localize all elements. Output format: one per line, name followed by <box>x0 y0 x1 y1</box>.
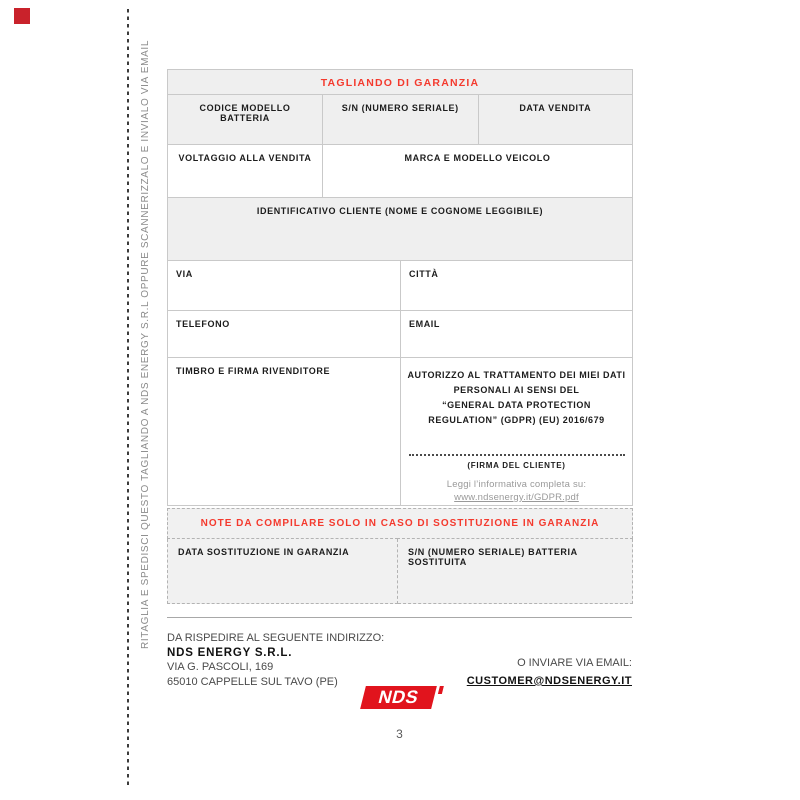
email-label: O INVIARE VIA EMAIL: <box>517 657 632 669</box>
form-title: TAGLIANDO DI GARANZIA <box>168 70 633 95</box>
gdpr-line-2: PERSONALI AI SENSI DEL <box>453 385 580 395</box>
replacement-note-title: NOTE DA COMPILARE SOLO IN CASO DI SOSTITUZIONE IN GARANZIA <box>168 509 633 539</box>
cut-dashed-line <box>127 9 129 788</box>
send-to-label: DA RISPEDIRE AL SEGUENTE INDIRIZZO: <box>167 632 385 644</box>
signature-label: (FIRMA DEL CLIENTE) <box>467 461 566 470</box>
gdpr-line-4: REGULATION” (GDPR) (EU) 2016/679 <box>428 415 605 425</box>
company-name: NDS ENERGY S.R.L. <box>167 646 293 659</box>
mailing-address-block <box>167 631 384 689</box>
field-voltaggio-vendita: VOLTAGGIO ALLA VENDITA <box>168 145 323 198</box>
signature-dotted-line <box>409 454 625 456</box>
gdpr-line-3: “GENERAL DATA PROTECTION <box>442 400 591 410</box>
address-city: 65010 CAPPELLE SUL TAVO (PE) <box>167 675 338 688</box>
nds-logo <box>360 686 437 709</box>
gdpr-consent-text <box>407 368 626 428</box>
replacement-note-table <box>167 508 633 604</box>
field-email: EMAIL <box>401 311 633 358</box>
nds-logo-text: NDS <box>376 687 421 707</box>
gdpr-consent-cell <box>401 358 633 506</box>
vertical-cut-instruction: RITAGLIA E SPEDISCI QUESTO TAGLIANDO A NDS ENERGY S.R.L OPPURE SCANNERIZZALO E INVIALO VIA EMAIL <box>140 39 151 649</box>
field-timbro-firma-rivenditore: TIMBRO E FIRMA RIVENDITORE <box>168 358 401 506</box>
nds-logo-prime-mark <box>438 686 444 694</box>
field-data-vendita: DATA VENDITA <box>478 95 633 145</box>
field-data-sostituzione: DATA SOSTITUZIONE IN GARANZIA <box>168 539 398 604</box>
field-numero-seriale: S/N (NUMERO SERIALE) <box>323 95 479 145</box>
field-telefono: TELEFONO <box>168 311 401 358</box>
field-citta: CITTÀ <box>401 261 633 311</box>
address-street: VIA G. PASCOLI, 169 <box>167 661 274 673</box>
privacy-info <box>407 478 626 504</box>
field-sn-batteria-sostituita: S/N (NUMERO SERIALE) BATTERIA SOSTITUITA <box>398 539 633 604</box>
gdpr-line-1: AUTORIZZO AL TRATTAMENTO DEI MIEI DATI <box>407 370 626 380</box>
footer-divider <box>167 617 632 618</box>
field-codice-modello-batteria: CODICE MODELLO BATTERIA <box>168 95 323 145</box>
email-block <box>467 656 632 689</box>
field-marca-modello-veicolo: MARCA E MODELLO VEICOLO <box>323 145 633 198</box>
privacy-info-label: Leggi l’informativa completa su: <box>446 479 587 490</box>
field-via: VIA <box>168 261 401 311</box>
privacy-policy-link[interactable]: www.ndsenergy.it/GDPR.pdf <box>454 492 579 503</box>
customer-email-link[interactable]: CUSTOMER@NDSENERGY.IT <box>466 675 632 687</box>
field-identificativo-cliente: IDENTIFICATIVO CLIENTE (NOME E COGNOME LEGGIBILE) <box>168 198 633 261</box>
warranty-form-table <box>167 69 633 506</box>
page-corner-mark <box>14 8 30 24</box>
page-number: 3 <box>396 727 403 741</box>
